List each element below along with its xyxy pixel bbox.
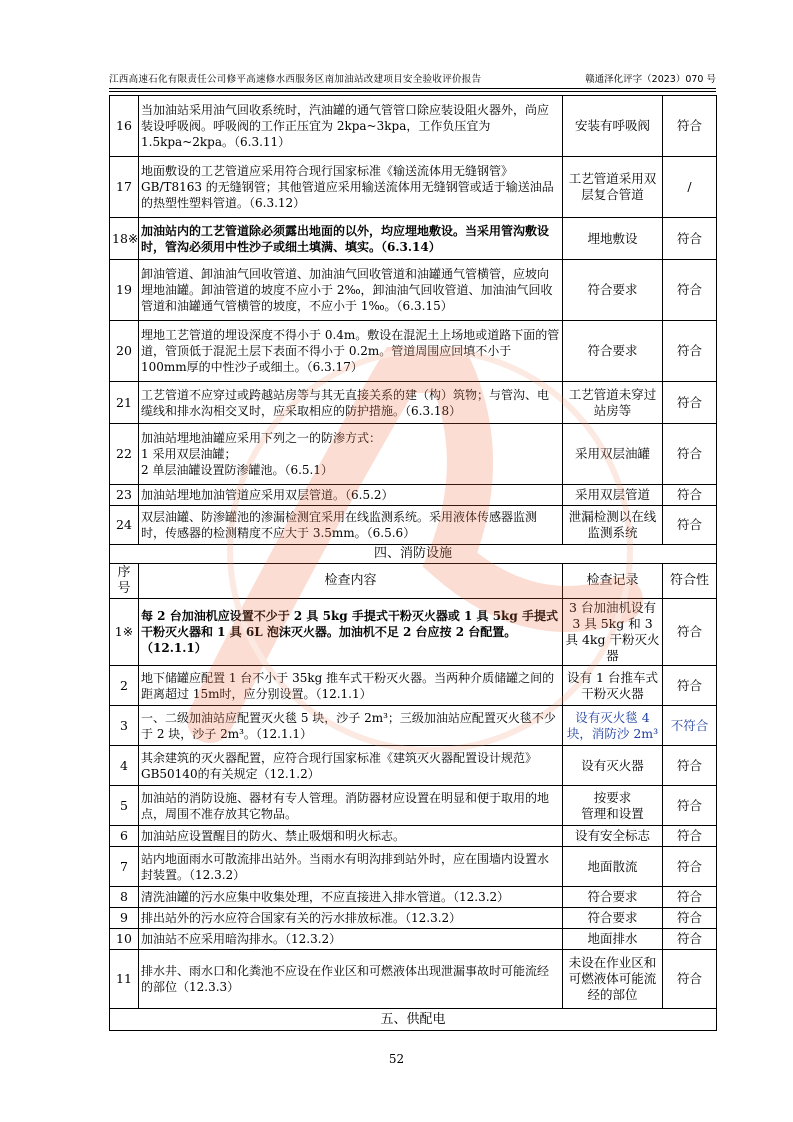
row-number: 24 [110,506,139,545]
col-header-content: 检查内容 [139,564,563,599]
compliance-result: 符合 [663,218,717,260]
requirement-text: 加油站的消防设施、器材有专人管理。消防器材应设置在明显和便于取用的地点，周围不准存放其它物品。 [139,786,563,826]
compliance-result: / [663,157,717,218]
column-header-row [110,564,717,599]
row-number: 3 [110,706,139,746]
inspection-record: 地面散流 [563,847,663,887]
page-header [109,71,716,89]
requirement-text: 清洗油罐的污水应集中收集处理，不应直接进入排水管道。（12.3.2） [139,887,563,908]
table-body-pipes [110,96,717,545]
table-row [110,908,717,929]
inspection-record: 未设在作业区和可燃液体可能流经的部位 [563,950,663,1009]
table-row [110,746,717,786]
requirement-text: 其余建筑的灭火器配置，应符合现行国家标准《建筑灭火器配置设计规范》GB50140的有关规定（12.1.2） [139,746,563,786]
row-number: 16 [110,96,139,157]
inspection-record: 泄漏检测以在线监测系统 [563,506,663,545]
row-number: 11 [110,950,139,1009]
col-header-result: 符合性 [663,564,717,599]
compliance-result: 符合 [663,260,717,321]
report-title: 江西高速石化有限责任公司修平高速修水西服务区南加油站改建项目安全验收评价报告 [109,74,482,85]
table-row [110,786,717,826]
table-row [110,260,717,321]
table-row [110,929,717,950]
table-row [110,826,717,847]
requirement-text: 加油站内的工艺管道除必须露出地面的以外，均应埋地敷设。当采用管沟敷设时，管沟必须用中性沙子或细土填满、填实。（6.3.14） [139,218,563,260]
row-number: 17 [110,157,139,218]
table-row [110,485,717,506]
requirement-text: 加油站埋地加油管道应采用双层管道。（6.5.2） [139,485,563,506]
row-number: 22 [110,424,139,485]
table-body-fire-rows [110,599,717,1009]
table-row [110,506,717,545]
compliance-result: 符合 [663,908,717,929]
requirement-text: 站内地面雨水可散流排出站外。当雨水有明沟排到站外时，应在围墙内设置水封装置。（12.3.2） [139,847,563,887]
requirement-text: 一、二级加油站应配置灭火毯 5 块，沙子 2m³；三级加油站应配置灭火毯不少于 2 块，沙子 2m³。（12.1.1） [139,706,563,746]
inspection-record: 符合要求 [563,321,663,382]
requirement-text: 每 2 台加油机应设置不少于 2 具 5kg 手提式干粉灭火器或 1 具 5kg 手提式干粉灭火器和 1 具 6L 泡沫灭火器。加油机不足 2 台应按 2 台配置。（12.1.1） [139,599,563,666]
row-number: 20 [110,321,139,382]
table-body-fire [110,545,717,599]
inspection-record: 采用双层管道 [563,485,663,506]
header-rule-thin [109,91,716,92]
compliance-result: 不符合 [663,706,717,746]
requirement-text: 排出站外的污水应符合国家有关的污水排放标准。（12.3.2） [139,908,563,929]
section-title-power: 五、供配电 [110,1009,717,1031]
inspection-table [109,95,717,1031]
table-row [110,382,717,424]
row-number: 9 [110,908,139,929]
header-rule [109,88,716,89]
row-number: 5 [110,786,139,826]
requirement-text: 地面敷设的工艺管道应采用符合现行国家标准《输送流体用无缝钢管》GB/T8163 的无缝钢管；其他管道应采用输送流体用无缝钢管或适于输送油品的热塑性塑料管道。（6.3.12） [139,157,563,218]
inspection-record: 地面排水 [563,929,663,950]
table-row [110,157,717,218]
table-row [110,666,717,706]
page-number: 52 [388,1052,405,1066]
compliance-result: 符合 [663,826,717,847]
inspection-record: 设有灭火器 [563,746,663,786]
col-header-no: 序号 [110,564,139,599]
compliance-result: 符合 [663,887,717,908]
table-row [110,887,717,908]
table-row [110,96,717,157]
inspection-record: 按要求 管理和设置 [563,786,663,826]
compliance-result: 符合 [663,950,717,1009]
row-number: 10 [110,929,139,950]
inspection-record: 符合要求 [563,887,663,908]
requirement-text: 埋地工艺管道的埋设深度不得小于 0.4m。敷设在混泥土上场地或道路下面的管道，管顶低于混泥土层下表面不得小于 0.2m。管道周围应回填不小于 100mm厚的中性沙子或细土。（6.3.17） [139,321,563,382]
row-number: 2 [110,666,139,706]
row-number: 19 [110,260,139,321]
row-number: 7 [110,847,139,887]
requirement-text: 双层油罐、防渗罐池的渗漏检测宜采用在线监测系统。采用液体传感器监测时，传感器的检测精度不应大于 3.5mm。（6.5.6） [139,506,563,545]
row-number: 23 [110,485,139,506]
inspection-record: 采用双层油罐 [563,424,663,485]
table-row [110,847,717,887]
report-number: 赣通泽化评字（2023）070 号 [585,74,716,85]
inspection-record: 设有安全标志 [563,826,663,847]
col-header-record: 检查记录 [563,564,663,599]
table-row [110,950,717,1009]
requirement-text: 当加油站采用油气回收系统时，汽油罐的通气管管口除应装设阻火器外，尚应装设呼吸阀。呼吸阀的工作正压宜为 2kpa~3kpa，工作负压宜为 1.5kpa~2kpa。（6.3.11） [139,96,563,157]
requirement-text: 加油站埋地油罐应采用下列之一的防渗方式： 1 采用双层油罐； 2 单层油罐设置防渗罐池。（6.5.1） [139,424,563,485]
table-row [110,321,717,382]
compliance-result: 符合 [663,96,717,157]
table-row [110,599,717,666]
compliance-result: 符合 [663,424,717,485]
table-row [110,424,717,485]
table-row [110,218,717,260]
table-body-power [110,1009,717,1031]
inspection-record: 工艺管道未穿过站房等 [563,382,663,424]
inspection-record: 埋地敷设 [563,218,663,260]
row-number: 4 [110,746,139,786]
compliance-result: 符合 [663,786,717,826]
requirement-text: 地下储罐应配置 1 台不小于 35kg 推车式干粉灭火器。当两种介质储罐之间的距离超过 15m时，应分别设置。（12.1.1） [139,666,563,706]
row-number: 1※ [110,599,139,666]
compliance-result: 符合 [663,847,717,887]
compliance-result: 符合 [663,382,717,424]
inspection-record: 符合要求 [563,908,663,929]
table-row [110,706,717,746]
requirement-text: 排水井、雨水口和化粪池不应设在作业区和可燃液体出现泄漏事故时可能流经的部位（12.3.3） [139,950,563,1009]
requirement-text: 加油站不应采用暗沟排水。（12.3.2） [139,929,563,950]
section-title-fire: 四、消防设施 [110,545,717,564]
compliance-result: 符合 [663,746,717,786]
compliance-result: 符合 [663,485,717,506]
requirement-text: 工艺管道不应穿过或跨越站房等与其无直接关系的建（构）筑物；与管沟、电缆线和排水沟相交叉时，应采取相应的防护措施。（6.3.18） [139,382,563,424]
requirement-text: 加油站应设置醒目的防火、禁止吸烟和明火标志。 [139,826,563,847]
requirement-text: 卸油管道、卸油油气回收管道、加油油气回收管道和油罐通气管横管，应坡向埋地油罐。卸油管道的坡度不应小于 2‰，卸油油气回收管道、加油油气回收管道和油罐通气管横管的坡度，不应小于 1‰。（6.3.15） [139,260,563,321]
inspection-record: 安装有呼吸阀 [563,96,663,157]
row-number: 21 [110,382,139,424]
row-number: 6 [110,826,139,847]
compliance-result: 符合 [663,666,717,706]
inspection-record: 3 台加油机设有 3 具 5kg 和 3 具 4kg 干粉灭火器 [563,599,663,666]
inspection-record: 工艺管道采用双层复合管道 [563,157,663,218]
inspection-record: 设有 1 台推车式干粉灭火器 [563,666,663,706]
row-number: 18※ [110,218,139,260]
section-row [110,1009,717,1031]
row-number: 8 [110,887,139,908]
inspection-record: 设有灭火毯 4 块，消防沙 2m³ [563,706,663,746]
inspection-record: 符合要求 [563,260,663,321]
section-row [110,545,717,564]
compliance-result: 符合 [663,506,717,545]
compliance-result: 符合 [663,599,717,666]
compliance-result: 符合 [663,929,717,950]
compliance-result: 符合 [663,321,717,382]
